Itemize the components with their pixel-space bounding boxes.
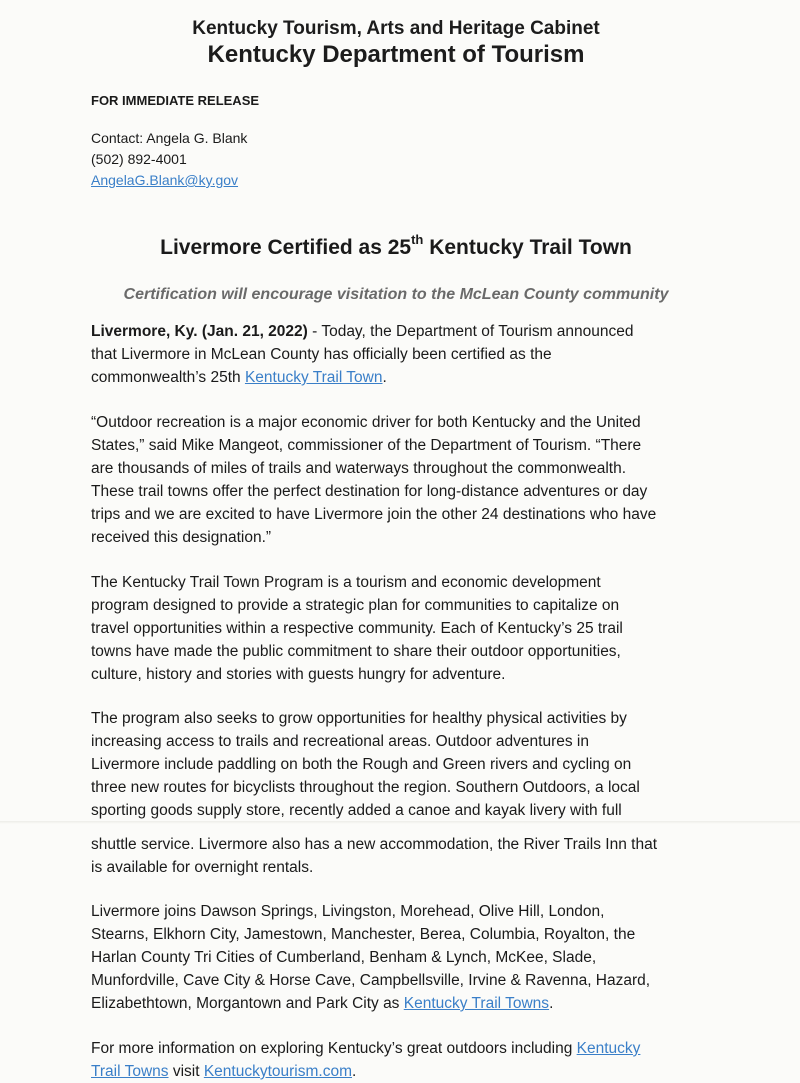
cabinet-name: Kentucky Tourism, Arts and Heritage Cabinet — [192, 18, 600, 39]
paragraph-line: that Livermore in McLean County has officially been certified as the — [91, 346, 552, 363]
kentucky-trail-towns-link[interactable]: Kentucky — [576, 1040, 641, 1057]
headline-text-end: Kentucky Trail Town — [423, 236, 632, 259]
paragraph-program — [91, 571, 731, 686]
kentuckytourism-link[interactable]: Kentuckytourism.com — [203, 1063, 353, 1080]
kentucky-trail-towns-link-cont[interactable]: Trail Towns — [91, 1063, 169, 1080]
paragraph-line: The program also seeks to grow opportunities for healthy physical activities by — [91, 710, 627, 727]
paragraph-towns — [91, 900, 731, 1015]
headline — [0, 234, 792, 260]
paragraph-opportunities-cont — [91, 833, 731, 879]
paragraph-line: trips and we are excited to have Livermore join the other 24 destinations who have — [91, 506, 657, 523]
paragraph-text: commonwealth’s 25th — [91, 369, 245, 386]
dateline: Livermore, Ky. (Jan. 21, 2022) — [91, 323, 308, 340]
contact-block — [91, 128, 247, 191]
paragraph-line: culture, history and stories with guests hungry for adventure. — [91, 666, 506, 683]
paragraph-text: Elizabethtown, Morgantown and Park City as — [91, 995, 404, 1012]
trail-town-link[interactable]: Kentucky Trail Town — [244, 369, 383, 386]
paragraph-line: received this designation.” — [91, 529, 272, 546]
paragraph-text: For more information on exploring Kentucky’s great outdoors including — [91, 1040, 577, 1057]
paragraph-line: Harlan County Tri Cities of Cumberland, Benham & Lynch, McKee, Slade, — [91, 949, 597, 966]
paragraph-line: is available for overnight rentals. — [91, 859, 314, 876]
paragraph-text: visit — [168, 1063, 204, 1080]
paragraph-line: travel opportunities within a respective community. Each of Kentucky’s 25 trail — [91, 620, 623, 637]
contact-phone: (502) 892-4001 — [91, 151, 187, 167]
paragraph-line: shuttle service. Livermore also has a new accommodation, the River Trails Inn that — [91, 836, 658, 853]
paragraph-text: . — [549, 995, 554, 1012]
headline-sup: th — [411, 232, 424, 247]
paragraph-line: Livermore joins Dawson Springs, Livingston, Morehead, Olive Hill, London, — [91, 903, 605, 920]
paragraph-line: Livermore include paddling on both the Rough and Green rivers and cycling on — [91, 756, 632, 773]
department-name: Kentucky Department of Tourism — [207, 41, 585, 68]
release-label: FOR IMMEDIATE RELEASE — [91, 93, 260, 108]
trail-towns-link[interactable]: Kentucky Trail Towns — [403, 995, 550, 1012]
paragraph-dateline — [91, 320, 731, 389]
paragraph-line: Stearns, Elkhorn City, Jamestown, Manchester, Berea, Columbia, Royalton, the — [91, 926, 636, 943]
paragraph-line: The Kentucky Trail Town Program is a tourism and economic development — [91, 574, 601, 591]
dateline-rest: - Today, the Department of Tourism announced — [307, 323, 634, 340]
paragraph-line: program designed to provide a strategic plan for communities to capitalize on — [91, 597, 620, 614]
paragraph-opportunities — [91, 707, 731, 822]
contact-name: Contact: Angela G. Blank — [91, 130, 248, 146]
paragraph-line: Munfordville, Cave City & Horse Cave, Campbellsville, Irvine & Ravenna, Hazard, — [91, 972, 651, 989]
paragraph-text: . — [382, 369, 387, 386]
headline-text: Livermore Certified as 25 — [160, 236, 412, 259]
subheadline: Certification will encourage visitation to the McLean County community — [123, 286, 669, 303]
paragraph-quote — [91, 411, 731, 549]
paragraph-line: towns have made the public commitment to share their outdoor opportunities, — [91, 643, 621, 660]
paragraph-more-info — [91, 1037, 731, 1083]
paragraph-text: . — [352, 1063, 357, 1080]
paragraph-line: three new routes for bicyclists throughout the region. Southern Outdoors, a local — [91, 779, 640, 796]
paragraph-line: are thousands of miles of trails and waterways throughout the commonwealth. — [91, 460, 627, 477]
paragraph-line: sporting goods supply store, recently added a canoe and kayak livery with full — [91, 802, 622, 819]
paragraph-line: increasing access to trails and recreational areas. Outdoor adventures in — [91, 733, 589, 750]
paragraph-line: States,” said Mike Mangeot, commissioner of the Department of Tourism. “There — [91, 437, 642, 454]
paragraph-line: These trail towns offer the perfect destination for long-distance adventures or day — [91, 483, 648, 500]
contact-email-link[interactable]: AngelaG.Blank@ky.gov — [91, 172, 239, 188]
paragraph-line: “Outdoor recreation is a major economic driver for both Kentucky and the United — [91, 414, 641, 431]
